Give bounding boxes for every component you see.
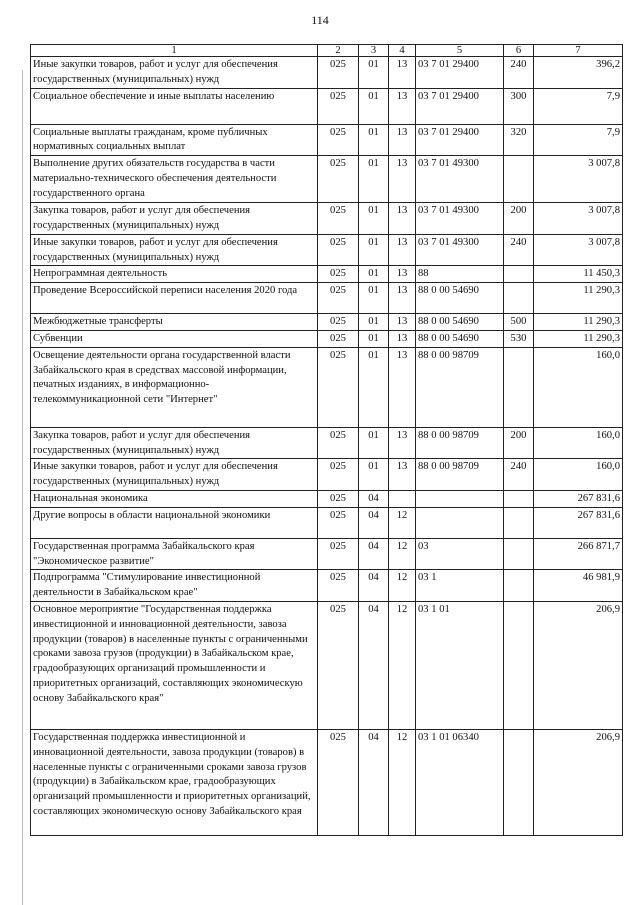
amount-cell: 267 831,6 [534,490,623,507]
row-name-cell: Межбюджетные трансферты [31,314,318,331]
subsection-code-cell: 13 [389,266,416,283]
target-article-cell: 88 0 00 98709 [416,347,504,427]
row-name-cell: Освещение деятельности органа государственной власти Забайкальского края в средствах массовой информации, печатных изданиях, в информационно-телекоммуникационной сети "Интернет" [31,347,318,427]
section-code-cell: 01 [359,156,389,203]
subsection-code-cell: 12 [389,507,416,538]
target-article-cell: 88 0 00 54690 [416,330,504,347]
row-name-cell: Основное мероприятие "Государственная поддержка инвестиционной и инновационной деятельности, завоза продукции (товаров) в населенные пункты с ограниченными сроками завоза грузов (продукции) в Забайкальском крае, градообразующих организаций промышленности и приоритетных организаций, составляющих экономическую основу Забайкальского края" [31,601,318,729]
amount-cell: 160,0 [534,347,623,427]
table-row [31,507,623,538]
subsection-code-cell: 13 [389,330,416,347]
page-number: 114 [311,13,329,27]
amount-cell: 3 007,8 [534,156,623,203]
row-name-cell: Государственная программа Забайкальского края "Экономическое развитие" [31,538,318,570]
amount-cell: 206,9 [534,601,623,729]
section-code-cell: 01 [359,266,389,283]
table-row [31,266,623,283]
amount-cell: 267 831,6 [534,507,623,538]
subsection-code-cell: 13 [389,124,416,156]
expense-type-cell: 240 [504,234,534,266]
row-name-cell: Иные закупки товаров, работ и услуг для обеспечения государственных (муниципальных) нужд [31,459,318,491]
ministry-code-cell: 025 [318,347,359,427]
column-header-3: 3 [359,45,389,57]
subsection-code-cell: 13 [389,427,416,459]
expense-type-cell [504,156,534,203]
expense-type-cell: 300 [504,88,534,124]
section-code-cell: 01 [359,314,389,331]
amount-cell: 46 981,9 [534,570,623,602]
table-row [31,347,623,427]
ministry-code-cell: 025 [318,124,359,156]
target-article-cell [416,507,504,538]
row-name-cell: Национальная экономика [31,490,318,507]
subsection-code-cell: 13 [389,347,416,427]
section-code-cell: 01 [359,459,389,491]
section-code-cell: 04 [359,490,389,507]
subsection-code-cell: 13 [389,234,416,266]
expense-type-cell [504,283,534,314]
table-row [31,601,623,729]
amount-cell: 11 290,3 [534,330,623,347]
table-row [31,729,623,835]
amount-cell: 160,0 [534,459,623,491]
header-row [31,45,623,57]
amount-cell: 206,9 [534,729,623,835]
subsection-code-cell: 12 [389,601,416,729]
subsection-code-cell: 13 [389,283,416,314]
section-code-cell: 01 [359,203,389,235]
row-name-cell: Социальные выплаты гражданам, кроме публичных нормативных социальных выплат [31,124,318,156]
target-article-cell [416,490,504,507]
table-row [31,538,623,570]
row-name-cell: Другие вопросы в области национальной экономики [31,507,318,538]
expense-type-cell [504,601,534,729]
section-code-cell: 04 [359,601,389,729]
row-name-cell: Непрограммная деятельность [31,266,318,283]
target-article-cell: 03 [416,538,504,570]
table-row [31,156,623,203]
expense-type-cell [504,538,534,570]
table-row [31,203,623,235]
target-article-cell: 03 7 01 29400 [416,57,504,89]
target-article-cell: 03 7 01 29400 [416,124,504,156]
expense-type-cell [504,347,534,427]
row-name-cell: Иные закупки товаров, работ и услуг для обеспечения государственных (муниципальных) нужд [31,57,318,89]
subsection-code-cell: 12 [389,570,416,602]
ministry-code-cell: 025 [318,459,359,491]
amount-cell: 160,0 [534,427,623,459]
subsection-code-cell: 12 [389,729,416,835]
subsection-code-cell: 13 [389,57,416,89]
amount-cell: 11 290,3 [534,283,623,314]
ministry-code-cell: 025 [318,427,359,459]
ministry-code-cell: 025 [318,266,359,283]
section-code-cell: 04 [359,538,389,570]
column-header-2: 2 [318,45,359,57]
column-header-6: 6 [504,45,534,57]
target-article-cell: 03 1 01 06340 [416,729,504,835]
budget-table [30,44,623,836]
table-row [31,459,623,491]
table-row [31,490,623,507]
expense-type-cell: 200 [504,427,534,459]
row-name-cell: Субвенции [31,330,318,347]
column-header-7: 7 [534,45,623,57]
table-body [31,57,623,836]
target-article-cell: 88 0 00 54690 [416,283,504,314]
table-row [31,570,623,602]
expense-type-cell [504,729,534,835]
section-code-cell: 04 [359,729,389,835]
ministry-code-cell: 025 [318,283,359,314]
subsection-code-cell [389,490,416,507]
target-article-cell: 88 [416,266,504,283]
row-name-cell: Проведение Всероссийской переписи населения 2020 года [31,283,318,314]
amount-cell: 11 290,3 [534,314,623,331]
expense-type-cell: 240 [504,57,534,89]
scan-margin-line [22,70,23,905]
subsection-code-cell: 13 [389,203,416,235]
ministry-code-cell: 025 [318,330,359,347]
amount-cell: 7,9 [534,88,623,124]
column-header-5: 5 [416,45,504,57]
amount-cell: 3 007,8 [534,234,623,266]
table-row [31,283,623,314]
expense-type-cell [504,490,534,507]
subsection-code-cell: 13 [389,156,416,203]
target-article-cell: 88 0 00 98709 [416,459,504,491]
section-code-cell: 01 [359,283,389,314]
ministry-code-cell: 025 [318,57,359,89]
expense-type-cell: 240 [504,459,534,491]
subsection-code-cell: 13 [389,88,416,124]
row-name-cell: Закупка товаров, работ и услуг для обеспечения государственных (муниципальных) нужд [31,427,318,459]
target-article-cell: 03 7 01 29400 [416,88,504,124]
section-code-cell: 01 [359,88,389,124]
table-row [31,234,623,266]
section-code-cell: 01 [359,427,389,459]
amount-cell: 266 871,7 [534,538,623,570]
ministry-code-cell: 025 [318,570,359,602]
row-name-cell: Социальное обеспечение и иные выплаты населению [31,88,318,124]
section-code-cell: 01 [359,57,389,89]
expense-type-cell: 200 [504,203,534,235]
row-name-cell: Выполнение других обязательств государства в части материально-технического обеспечения деятельности государственного органа [31,156,318,203]
ministry-code-cell: 025 [318,88,359,124]
row-name-cell: Государственная поддержка инвестиционной и инновационной деятельности, завоза продукции (товаров) в населенные пункты с ограниченными сроками завоза грузов (продукции) в Забайкальском крае, градообразующих организаций промышленности и приоритетных организаций, составляющих экономическую основу Забайкальского края [31,729,318,835]
table-row [31,427,623,459]
expense-type-cell: 320 [504,124,534,156]
ministry-code-cell: 025 [318,538,359,570]
section-code-cell: 01 [359,234,389,266]
row-name-cell: Иные закупки товаров, работ и услуг для обеспечения государственных (муниципальных) нужд [31,234,318,266]
amount-cell: 3 007,8 [534,203,623,235]
ministry-code-cell: 025 [318,490,359,507]
table-row [31,330,623,347]
amount-cell: 7,9 [534,124,623,156]
section-code-cell: 01 [359,330,389,347]
table-row [31,124,623,156]
section-code-cell: 01 [359,124,389,156]
expense-type-cell [504,507,534,538]
target-article-cell: 88 0 00 98709 [416,427,504,459]
target-article-cell: 03 7 01 49300 [416,203,504,235]
ministry-code-cell: 025 [318,234,359,266]
ministry-code-cell: 025 [318,601,359,729]
section-code-cell: 01 [359,347,389,427]
target-article-cell: 03 7 01 49300 [416,156,504,203]
row-name-cell: Закупка товаров, работ и услуг для обеспечения государственных (муниципальных) нужд [31,203,318,235]
amount-cell: 11 450,3 [534,266,623,283]
target-article-cell: 03 7 01 49300 [416,234,504,266]
section-code-cell: 04 [359,570,389,602]
subsection-code-cell: 13 [389,459,416,491]
expense-type-cell: 500 [504,314,534,331]
column-header-4: 4 [389,45,416,57]
table-row [31,314,623,331]
table-row [31,88,623,124]
subsection-code-cell: 13 [389,314,416,331]
ministry-code-cell: 025 [318,203,359,235]
amount-cell: 396,2 [534,57,623,89]
column-header-1: 1 [31,45,318,57]
target-article-cell: 03 1 01 [416,601,504,729]
expense-type-cell: 530 [504,330,534,347]
expense-type-cell [504,570,534,602]
target-article-cell: 88 0 00 54690 [416,314,504,331]
ministry-code-cell: 025 [318,729,359,835]
ministry-code-cell: 025 [318,507,359,538]
section-code-cell: 04 [359,507,389,538]
subsection-code-cell: 12 [389,538,416,570]
ministry-code-cell: 025 [318,156,359,203]
row-name-cell: Подпрограмма "Стимулирование инвестиционной деятельности в Забайкальском крае" [31,570,318,602]
target-article-cell: 03 1 [416,570,504,602]
expense-type-cell [504,266,534,283]
table-row [31,57,623,89]
ministry-code-cell: 025 [318,314,359,331]
